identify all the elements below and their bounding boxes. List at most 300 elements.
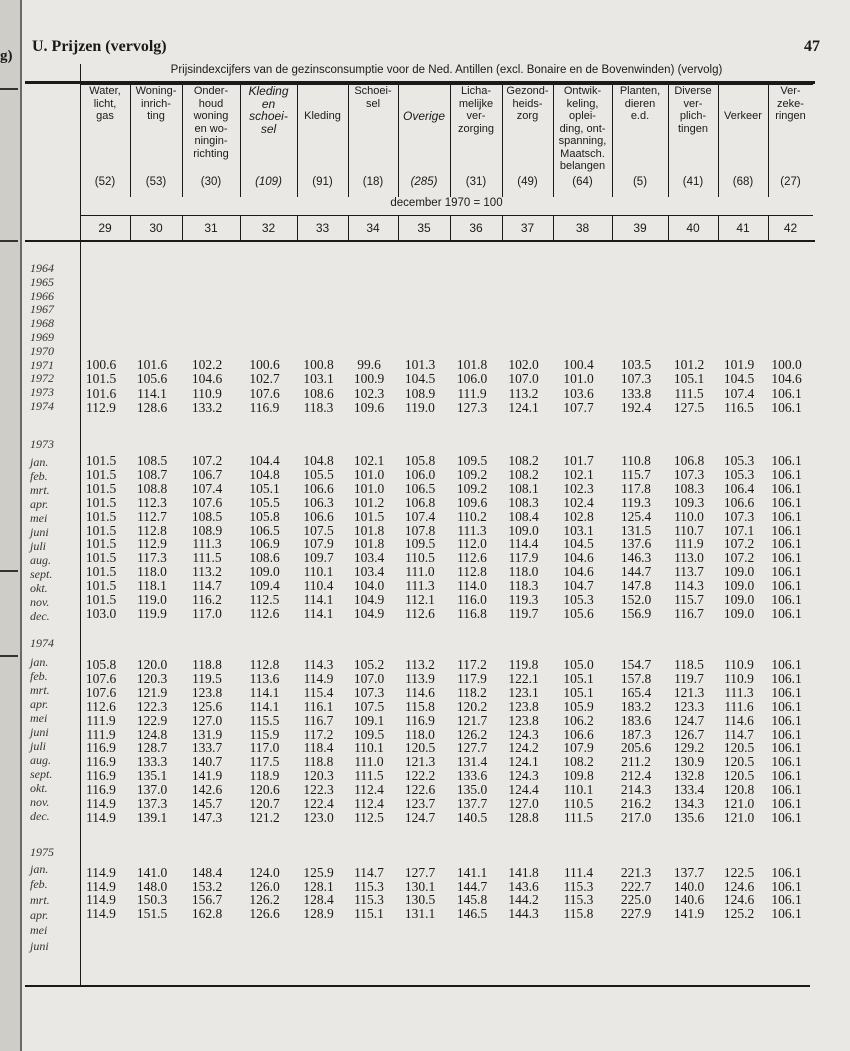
table-cell: 107.3 [620, 371, 652, 387]
table-cell: 116.9 [405, 712, 435, 728]
table-cell: 106.1 [771, 809, 802, 825]
table-cell: 139.1 [136, 809, 168, 825]
table-cell: 111.5 [192, 550, 222, 566]
table-cell: 119.5 [192, 670, 222, 686]
table-cell: 116.9 [86, 782, 116, 798]
table-cell: 124.6 [723, 892, 755, 907]
table-cell: 111.5 [354, 768, 384, 784]
table-cell: 130.1 [404, 878, 436, 894]
column-divider [450, 216, 451, 240]
table-cell: 101.5 [85, 480, 117, 496]
table-cell: 108.3 [508, 494, 539, 510]
table-cell: 111.4 [563, 865, 594, 880]
table-cell: 121.2 [249, 809, 280, 825]
column-weight: (285) [410, 176, 438, 188]
table-cell: 107.1 [723, 522, 755, 538]
table-cell: 116.9 [86, 768, 116, 784]
table-cell: 109.2 [456, 480, 488, 496]
month-label: juni [30, 525, 49, 539]
column-number: 35 [417, 221, 431, 235]
table-cell: 137.6 [620, 536, 652, 552]
column-divider [348, 216, 349, 240]
table-cell: 128.8 [508, 809, 539, 825]
table-row [80, 658, 813, 672]
month-label: feb. [30, 669, 48, 683]
year-label: 1969 [30, 330, 54, 344]
month-label: mei [30, 923, 48, 938]
column-divider [718, 216, 719, 240]
month-label: feb. [30, 877, 48, 892]
column-divider [612, 85, 613, 197]
table-cell: 107.6 [85, 670, 117, 686]
table-cell: 154.7 [620, 657, 652, 672]
column-header: Licha- melijke ver- zorging [457, 85, 495, 135]
table-cell: 109.4 [249, 578, 280, 594]
column-number: 38 [575, 221, 590, 235]
table-cell: 135.6 [673, 809, 705, 825]
table-cell: 114.9 [86, 809, 116, 825]
table-cell: 118.8 [192, 657, 222, 672]
table-cell: 114.4 [508, 536, 539, 552]
table-cell: 101.5 [353, 508, 385, 524]
table-cell: 140.6 [673, 892, 705, 907]
column-weight: (64) [572, 176, 593, 188]
table-cell: 105.1 [673, 371, 705, 387]
table-cell: 120.3 [136, 670, 168, 686]
table-cell: 106.5 [249, 522, 280, 538]
table-cell: 112.5 [354, 809, 384, 825]
table-cell: 102.0 [508, 357, 539, 372]
table-row [80, 797, 813, 811]
table-cell: 118.0 [405, 726, 435, 742]
table-row [80, 755, 813, 769]
table-cell: 109.3 [673, 494, 705, 510]
column-number: 32 [261, 221, 276, 235]
table-cell: 106.1 [771, 740, 802, 756]
table-cell: 124.4 [508, 782, 539, 798]
table-cell: 114.7 [354, 865, 384, 880]
table-cell: 111.0 [354, 754, 384, 770]
table-cell: 106.1 [771, 754, 802, 770]
table-cell: 101.5 [85, 564, 117, 580]
table-cell: 106.1 [771, 905, 802, 921]
table-cell: 106.1 [771, 782, 802, 798]
table-cell: 118.4 [303, 740, 334, 756]
table-cell: 165.4 [620, 684, 652, 700]
table-cell: 101.5 [85, 508, 117, 524]
table-cell: 144.3 [508, 905, 539, 921]
table-cell: 104.6 [563, 564, 594, 580]
table-cell: 111.3 [405, 578, 435, 594]
table-cell: 107.3 [673, 466, 705, 482]
table-cell: 107.8 [404, 522, 436, 538]
table-cell: 117.9 [508, 550, 539, 566]
table-cell: 133.3 [136, 754, 168, 770]
table-cell: 112.4 [354, 782, 384, 798]
month-label: jan. [30, 655, 49, 669]
year-label: 1974 [30, 636, 54, 650]
table-cell: 101.5 [85, 592, 117, 607]
table-row [80, 468, 813, 482]
column-header: Woning- inrich- ting [135, 85, 177, 122]
table-cell: 123.8 [191, 684, 223, 700]
table-cell: 112.4 [354, 796, 384, 811]
table-cell: 124.0 [249, 865, 280, 880]
table-cell: 112.5 [249, 592, 280, 607]
month-label: jan. [30, 862, 49, 876]
table-cell: 109.6 [456, 494, 488, 510]
table-cell: 112.6 [405, 605, 435, 621]
month-label: feb. [30, 469, 48, 483]
table-cell: 105.9 [563, 698, 594, 714]
table-cell: 111.5 [674, 385, 704, 401]
table-cell: 117.2 [303, 726, 334, 742]
table-cell: 123.3 [673, 698, 705, 714]
column-header: Ontwik- keling, oplei- ding, ont- spanning, Maatsch. belangen [558, 85, 607, 172]
table-row [80, 496, 813, 510]
table-cell: 123.8 [508, 712, 539, 728]
table-cell: 114.1 [303, 592, 334, 607]
table-cell: 131.1 [404, 905, 436, 921]
table-cell: 108.9 [191, 522, 223, 538]
table-cell: 126.0 [249, 878, 280, 894]
table-cell: 124.3 [508, 768, 539, 784]
year-label: 1973 [30, 437, 54, 451]
table-cell: 101.5 [85, 371, 117, 387]
month-label: nov. [30, 595, 50, 609]
table-cell: 101.3 [404, 357, 436, 372]
table-cell: 107.2 [723, 536, 755, 552]
table-cell: 211.2 [621, 754, 651, 770]
table-cell: 102.8 [563, 508, 594, 524]
table-cell: 115.7 [621, 466, 651, 482]
table-cell: 101.5 [85, 536, 117, 552]
table-cell: 141.0 [136, 865, 168, 880]
column-weight: (91) [312, 176, 333, 188]
table-row [80, 401, 813, 415]
column-divider [502, 85, 503, 197]
table-cell: 148.4 [191, 865, 223, 880]
column-header: Water, licht, gas [89, 85, 121, 122]
table-cell: 152.0 [620, 592, 652, 607]
column-header: Gezond- heids- zorg [506, 85, 549, 122]
table-cell: 115.9 [249, 726, 280, 742]
column-divider [348, 85, 349, 197]
table-cell: 114.9 [86, 878, 116, 894]
table-row [80, 700, 813, 714]
column-header: Planten, dieren e.d. [619, 85, 661, 122]
table-cell: 109.8 [563, 768, 594, 784]
month-label: juni [30, 725, 49, 739]
table-cell: 101.6 [136, 357, 168, 372]
table-cell: 122.5 [723, 865, 755, 880]
column-weight: (31) [465, 176, 487, 188]
table-cell: 106.5 [404, 480, 436, 496]
column-weight: (41) [682, 176, 704, 188]
table-cell: 109.5 [456, 453, 488, 468]
table-cell: 101.2 [353, 494, 385, 510]
column-number: 41 [736, 221, 750, 235]
table-cell: 127.5 [673, 399, 705, 415]
table-cell: 111.9 [86, 726, 116, 742]
table-cell: 103.4 [353, 564, 385, 580]
table-cell: 105.6 [136, 371, 168, 387]
table-cell: 99.6 [357, 357, 381, 372]
column-divider [240, 85, 241, 197]
table-cell: 103.6 [563, 385, 594, 401]
month-label: dec. [30, 809, 50, 823]
table-cell: 107.2 [723, 550, 755, 566]
table-cell: 106.1 [771, 453, 802, 468]
table-cell: 135.0 [456, 782, 488, 798]
table-cell: 104.8 [249, 466, 280, 482]
table-cell: 113.7 [674, 564, 704, 580]
table-cell: 111.9 [86, 712, 116, 728]
table-cell: 118.0 [137, 564, 167, 580]
table-cell: 120.5 [723, 754, 755, 770]
table-cell: 131.9 [191, 726, 223, 742]
table-cell: 114.1 [303, 605, 334, 621]
table-cell: 106.1 [771, 865, 802, 880]
table-row [80, 607, 813, 621]
table-cell: 118.5 [674, 657, 704, 672]
table-cell: 119.3 [621, 494, 651, 510]
table-cell: 183.6 [620, 712, 652, 728]
table-cell: 106.1 [771, 466, 802, 482]
table-cell: 110.9 [724, 670, 754, 686]
table-cell: 116.8 [457, 605, 487, 621]
month-label: mrt. [30, 483, 50, 497]
table-cell: 100.4 [563, 357, 594, 372]
table-cell: 109.0 [723, 592, 755, 607]
table-row [80, 565, 813, 579]
table-cell: 119.7 [674, 670, 704, 686]
table-cell: 113.0 [674, 550, 704, 566]
table-cell: 107.6 [191, 494, 223, 510]
table-cell: 119.7 [508, 605, 539, 621]
table-cell: 101.0 [563, 371, 594, 387]
table-cell: 125.9 [303, 865, 334, 880]
table-cell: 106.1 [771, 508, 802, 524]
table-cell: 127.0 [508, 796, 539, 811]
table-cell: 104.6 [191, 371, 223, 387]
table-cell: 116.9 [86, 740, 116, 756]
table-row [80, 387, 813, 401]
column-weight: (5) [632, 176, 648, 188]
column-divider [553, 85, 554, 197]
table-cell: 126.2 [456, 726, 488, 742]
table-cell: 109.0 [723, 605, 755, 621]
table-cell: 157.8 [620, 670, 652, 686]
table-row [80, 551, 813, 565]
table-row [80, 728, 813, 742]
table-cell: 107.5 [303, 522, 334, 538]
previous-page-fragment: g) [0, 48, 13, 64]
table-cell: 118.3 [508, 578, 539, 594]
column-header: Schoei- sel [354, 85, 392, 110]
table-cell: 128.9 [303, 905, 334, 921]
table-cell: 225.0 [620, 892, 652, 907]
table-cell: 107.4 [723, 385, 755, 401]
month-label: juli [30, 539, 47, 553]
table-cell: 121.7 [456, 712, 488, 728]
table-cell: 116.2 [192, 592, 222, 607]
table-cell: 100.8 [303, 357, 334, 372]
table-cell: 111.3 [724, 684, 754, 700]
table-row [80, 372, 813, 386]
table-cell: 104.4 [249, 453, 280, 468]
table-cell: 106.1 [771, 892, 802, 907]
column-divider [182, 85, 183, 197]
column-number: 36 [469, 221, 483, 235]
table-cell: 108.7 [136, 466, 168, 482]
table-cell: 116.0 [457, 592, 487, 607]
table-cell: 108.2 [508, 466, 539, 482]
column-header: Onder- houd woning en wo- ningin- richting [193, 85, 229, 160]
table-cell: 120.8 [723, 782, 755, 798]
column-weight: (109) [255, 176, 282, 188]
table-cell: 106.1 [771, 578, 802, 594]
table-cell: 104.9 [353, 592, 385, 607]
table-row [80, 672, 813, 686]
table-cell: 143.6 [508, 878, 539, 894]
table-cell: 120.5 [723, 768, 755, 784]
table-cell: 120.7 [249, 796, 280, 811]
table-row [80, 524, 813, 538]
year-label: 1972 [30, 371, 54, 386]
table-cell: 114.1 [249, 684, 280, 700]
table-cell: 120.3 [303, 768, 334, 784]
table-cell: 115.4 [303, 684, 334, 700]
table-cell: 183.2 [620, 698, 652, 714]
column-number: 37 [520, 221, 535, 235]
table-cell: 118.0 [508, 564, 539, 580]
month-label: sept. [30, 567, 53, 581]
table-cell: 105.1 [563, 670, 594, 686]
table-cell: 118.1 [137, 578, 167, 594]
table-cell: 112.9 [137, 536, 167, 552]
table-cell: 122.4 [303, 796, 334, 811]
table-cell: 147.8 [620, 578, 652, 594]
table-cell: 105.1 [249, 480, 280, 496]
table-cell: 101.2 [673, 357, 705, 372]
table-cell: 110.1 [303, 564, 334, 580]
table-cell: 137.7 [456, 796, 488, 811]
table-cell: 102.3 [353, 385, 385, 401]
table-cell: 122.3 [136, 698, 168, 714]
table-cell: 128.7 [136, 740, 168, 756]
table-cell: 107.4 [404, 508, 436, 524]
table-cell: 103.1 [563, 522, 594, 538]
table-cell: 114.3 [303, 657, 334, 672]
table-cell: 106.1 [771, 494, 802, 510]
month-label: mrt. [30, 683, 50, 697]
table-cell: 105.5 [249, 494, 280, 510]
table-cell: 114.7 [724, 726, 754, 742]
table-cell: 145.8 [456, 892, 488, 907]
table-cell: 126.7 [673, 726, 705, 742]
base-rule [80, 215, 813, 216]
table-cell: 100.0 [771, 357, 802, 372]
table-cell: 125.2 [723, 905, 755, 921]
month-label: okt. [30, 781, 48, 795]
table-cell: 112.3 [137, 494, 167, 510]
table-cell: 116.7 [303, 712, 334, 728]
column-number: 31 [204, 221, 218, 235]
table-cell: 133.2 [191, 399, 223, 415]
table-cell: 108.6 [303, 385, 334, 401]
table-cell: 117.3 [137, 550, 167, 566]
table-cell: 103.5 [620, 357, 652, 372]
year-label: 1973 [30, 385, 54, 400]
table-cell: 146.3 [620, 550, 652, 566]
table-cell: 144.7 [620, 564, 652, 580]
column-divider [240, 216, 241, 240]
table-cell: 122.3 [303, 782, 334, 798]
table-cell: 140.7 [191, 754, 223, 770]
table-cell: 114.7 [192, 578, 222, 594]
column-divider [768, 216, 769, 240]
table-cell: 110.9 [192, 385, 222, 401]
table-cell: 110.9 [724, 657, 754, 672]
table-cell: 146.5 [456, 905, 488, 921]
column-number: 39 [633, 221, 647, 235]
table-cell: 127.7 [404, 865, 436, 880]
table-row [80, 866, 813, 880]
table-cell: 110.5 [405, 550, 435, 566]
year-label: 1967 [30, 302, 54, 317]
table-cell: 109.0 [723, 564, 755, 580]
table-cell: 105.6 [563, 605, 594, 621]
table-cell: 114.6 [405, 684, 435, 700]
table-cell: 106.0 [404, 466, 436, 482]
table-row [80, 510, 813, 524]
table-cell: 123.7 [404, 796, 436, 811]
month-label: okt. [30, 581, 48, 595]
table-cell: 123.1 [508, 684, 539, 700]
month-label: apr. [30, 907, 49, 922]
column-divider [398, 216, 399, 240]
table-cell: 119.9 [137, 605, 167, 621]
table-cell: 109.7 [303, 550, 334, 566]
column-weight: (30) [200, 176, 222, 188]
table-cell: 128.1 [303, 878, 334, 894]
table-cell: 122.1 [508, 670, 539, 686]
table-cell: 115.1 [354, 905, 384, 921]
table-cell: 108.1 [508, 480, 539, 496]
table-cell: 101.9 [723, 357, 755, 372]
table-cell: 112.1 [405, 592, 435, 607]
column-divider [553, 216, 554, 240]
table-cell: 133.8 [620, 385, 652, 401]
table-cell: 106.1 [771, 878, 802, 894]
table-cell: 126.6 [249, 905, 280, 921]
table-cell: 127.7 [456, 740, 488, 756]
table-cell: 104.9 [353, 605, 385, 621]
table-row [80, 741, 813, 755]
table-cell: 108.2 [563, 754, 594, 770]
table-cell: 115.8 [405, 698, 435, 714]
table-cell: 115.8 [563, 905, 594, 921]
table-cell: 103.1 [303, 371, 334, 387]
table-cell: 109.6 [353, 399, 385, 415]
table-cell: 117.0 [249, 740, 280, 756]
table-cell: 127.0 [191, 712, 223, 728]
table-cell: 109.0 [723, 578, 755, 594]
table-cell: 121.0 [723, 796, 755, 811]
table-cell: 123.8 [508, 698, 539, 714]
table-cell: 105.5 [303, 466, 334, 482]
